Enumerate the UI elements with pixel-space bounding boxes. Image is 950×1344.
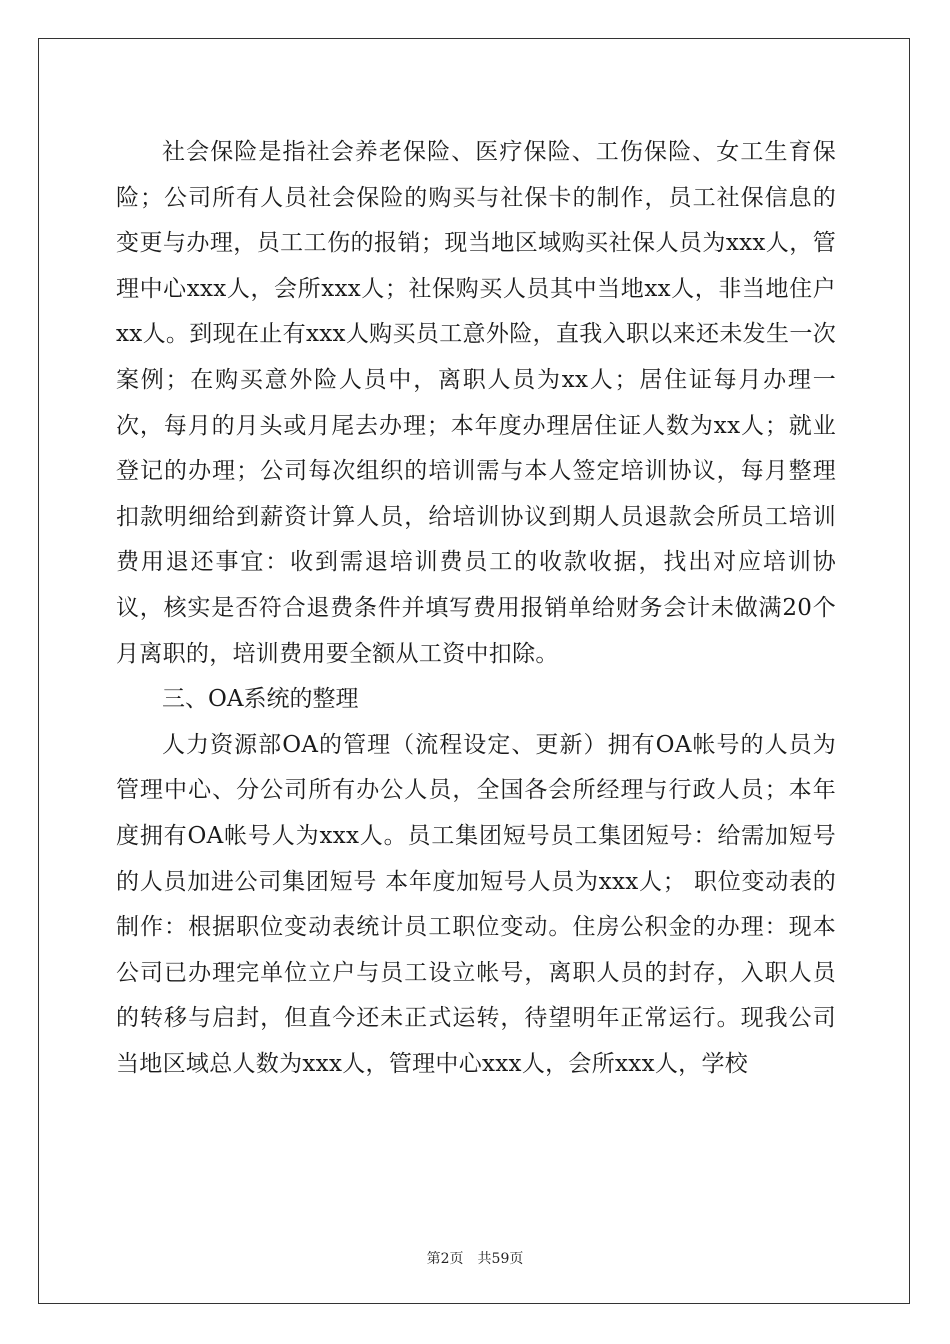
page-number: 第2页	[426, 1251, 464, 1267]
document-body	[116, 130, 836, 1087]
page-total: 共59页	[477, 1251, 524, 1267]
section-heading-oa: 三、OA系统的整理	[162, 686, 359, 713]
paragraph-social-insurance: 社会保险是指社会养老保险、医疗保险、工伤保险、女工生育保险；公司所有人员社会保险的购买与社保卡的制作，员工社保信息的变更与办理，员工工伤的报销；现当地区域购买社保人员为xxx人，管理中心xxx人，会所xxx人；社保购买人员其中当地xx人，非当地住户xx人。到现在止有xxx人购买员工意外险，直我入职以来还未发生一次案例；在购买意外险人员中，离职人员为xx人；居住证每月办理一次，每月的月头或月尾去办理；本年度办理居住证人数为xx人；就业登记的办理；公司每次组织的培训需与本人签定培训协议，每月整理扣款明细给到薪资计算人员，给培训协议到期人员退款会所员工培训费用退还事宜：收到需退培训费员工的收款收据，找出对应培训协议，核实是否符合退费条件并填写费用报销单给财务会计未做满20个月离职的，培训费用要全额从工资中扣除。	[116, 139, 836, 667]
page-footer	[0, 1248, 950, 1268]
paragraph-oa-management: 人力资源部OA的管理（流程设定、更新）拥有OA帐号的人员为管理中心、分公司所有办公人员，全国各会所经理与行政人员；本年度拥有OA帐号人为xxx人。员工集团短号员工集团短号：给需加短号的人员加进公司集团短号 本年度加短号人员为xxx人； 职位变动表的制作：根据职位变动表统计员工职位变动。住房公积金的办理：现本公司已办理完单位立户与员工设立帐号，离职人员的封存，入职人员的转移与启封，但直今还未正式运转，待望明年正常运行。现我公司当地区域总人数为xxx人，管理中心xxx人，会所xxx人，学校	[116, 731, 836, 1077]
